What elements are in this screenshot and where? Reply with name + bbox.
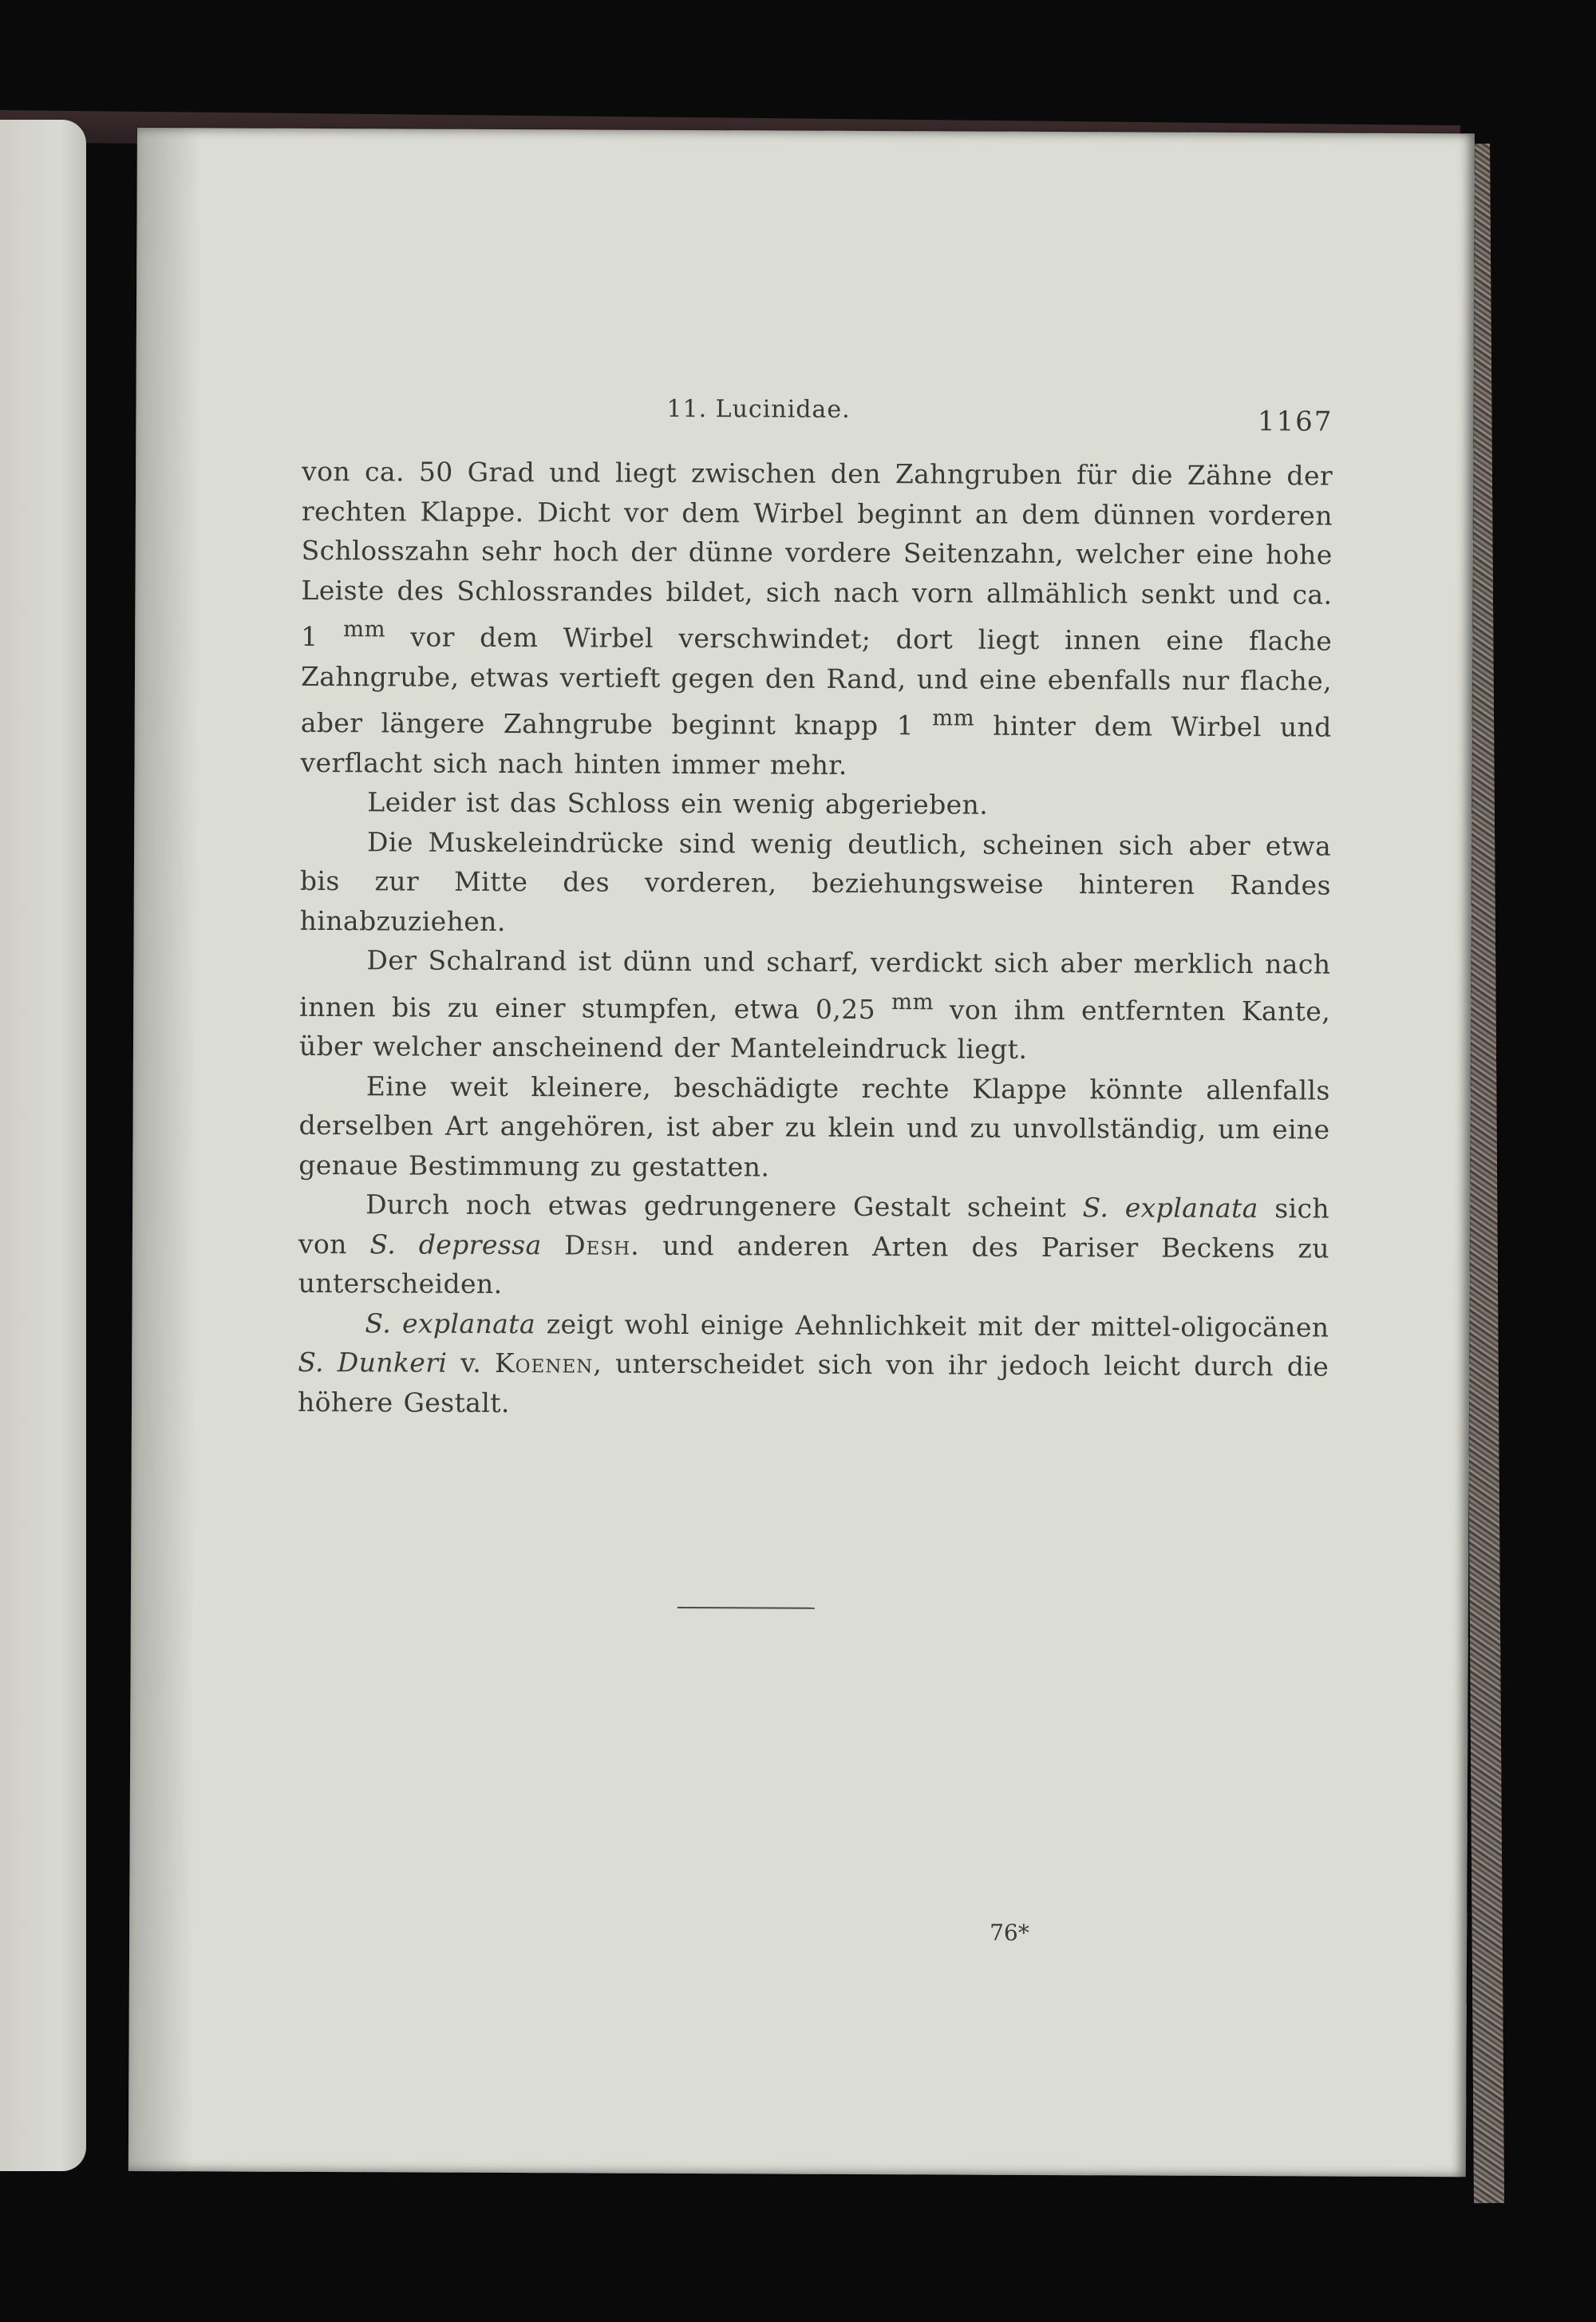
species-name: S. explanata <box>1082 1192 1258 1224</box>
body-text <box>298 452 1333 1426</box>
page-number: 1167 <box>1257 405 1333 438</box>
text-span: sich von <box>298 1193 1330 1260</box>
paragraph <box>300 782 1331 826</box>
sheet-signature: 76* <box>990 1919 1029 1946</box>
text-span: hinter dem Wirbel und verflacht sich nach hinten immer mehr. <box>300 710 1332 781</box>
species-name: S. depressa <box>369 1228 542 1260</box>
text-span: von ca. 50 Grad und liegt zwischen den Zahngruben für die Zähne der rechten Klappe. Dicht vor dem Wirbel beginnt an dem dünnen vorderen Schlosszahn sehr hoch der dünne vordere Seitenzahn, welcher eine hohe Leiste des Schlossrandes bildet, sich nach vorn allmählich senkt und ca. 1 <box>301 455 1333 653</box>
unit-superscript: mm <box>342 616 386 643</box>
paragraph <box>298 1303 1329 1426</box>
left-page-edge <box>0 120 86 2171</box>
text-span: v. <box>447 1347 496 1379</box>
text-span: zeigt wohl einige Aehnlichkeit mit der mittel-oligocänen <box>535 1307 1329 1343</box>
text-span: Die Muskeleindrücke sind wenig deutlich, scheinen sich aber etwa bis zur Mitte des vorderen, beziehungsweise hinteren Randes hinabzuziehen. <box>299 825 1332 937</box>
text-span: Durch noch etwas gedrungenere Gestalt scheint <box>365 1189 1083 1224</box>
unit-superscript: mm <box>891 988 934 1015</box>
paragraph <box>298 1066 1330 1189</box>
text-span: von ihm entfernten Kante, über welcher anscheinend der Manteleindruck liegt. <box>298 993 1331 1065</box>
species-name: S. explanata <box>365 1307 536 1339</box>
gutter-shadow <box>128 128 201 2171</box>
text-span: Leider ist das Schloss ein wenig abgerieben. <box>367 786 989 821</box>
author-name: Desh. <box>564 1228 640 1261</box>
paragraph <box>300 821 1332 944</box>
text-span: vor dem Wirbel verschwindet; dort liegt innen eine flache Zahngrube, etwas vertieft gegen den Rand, und eine ebenfalls nur flache, aber längere Zahngrube beginnt knapp 1 <box>300 621 1333 742</box>
section-end-rule <box>678 1607 815 1609</box>
paragraph <box>300 452 1333 787</box>
species-name: S. Dunkeri <box>298 1346 448 1379</box>
text-span: Eine weit kleinere, beschädigte rechte Klappe könnte allenfalls derselben Art angehören, ist aber zu klein und zu unvollständig, um eine genaue Bestimmung zu gestatten. <box>298 1070 1330 1182</box>
text-span: Der Schalrand ist dünn und scharf, verdickt sich aber merklich nach innen bis zu einer stumpfen, etwa 0,25 <box>299 944 1331 1025</box>
paragraph <box>299 940 1331 1070</box>
text-span <box>541 1229 564 1260</box>
unit-superscript: mm <box>932 705 975 731</box>
text-span: und anderen Arten des Pariser Beckens zu unterscheiden. <box>298 1229 1329 1300</box>
paragraph <box>298 1185 1330 1307</box>
author-name: Koenen <box>494 1347 594 1379</box>
text-span: , unterscheidet sich von ihr jedoch leicht durch die höhere Gestalt. <box>297 1347 1329 1418</box>
header-title: 11. Lucinidae. <box>666 394 851 424</box>
running-head <box>295 394 1333 446</box>
book-page <box>128 128 1475 2177</box>
